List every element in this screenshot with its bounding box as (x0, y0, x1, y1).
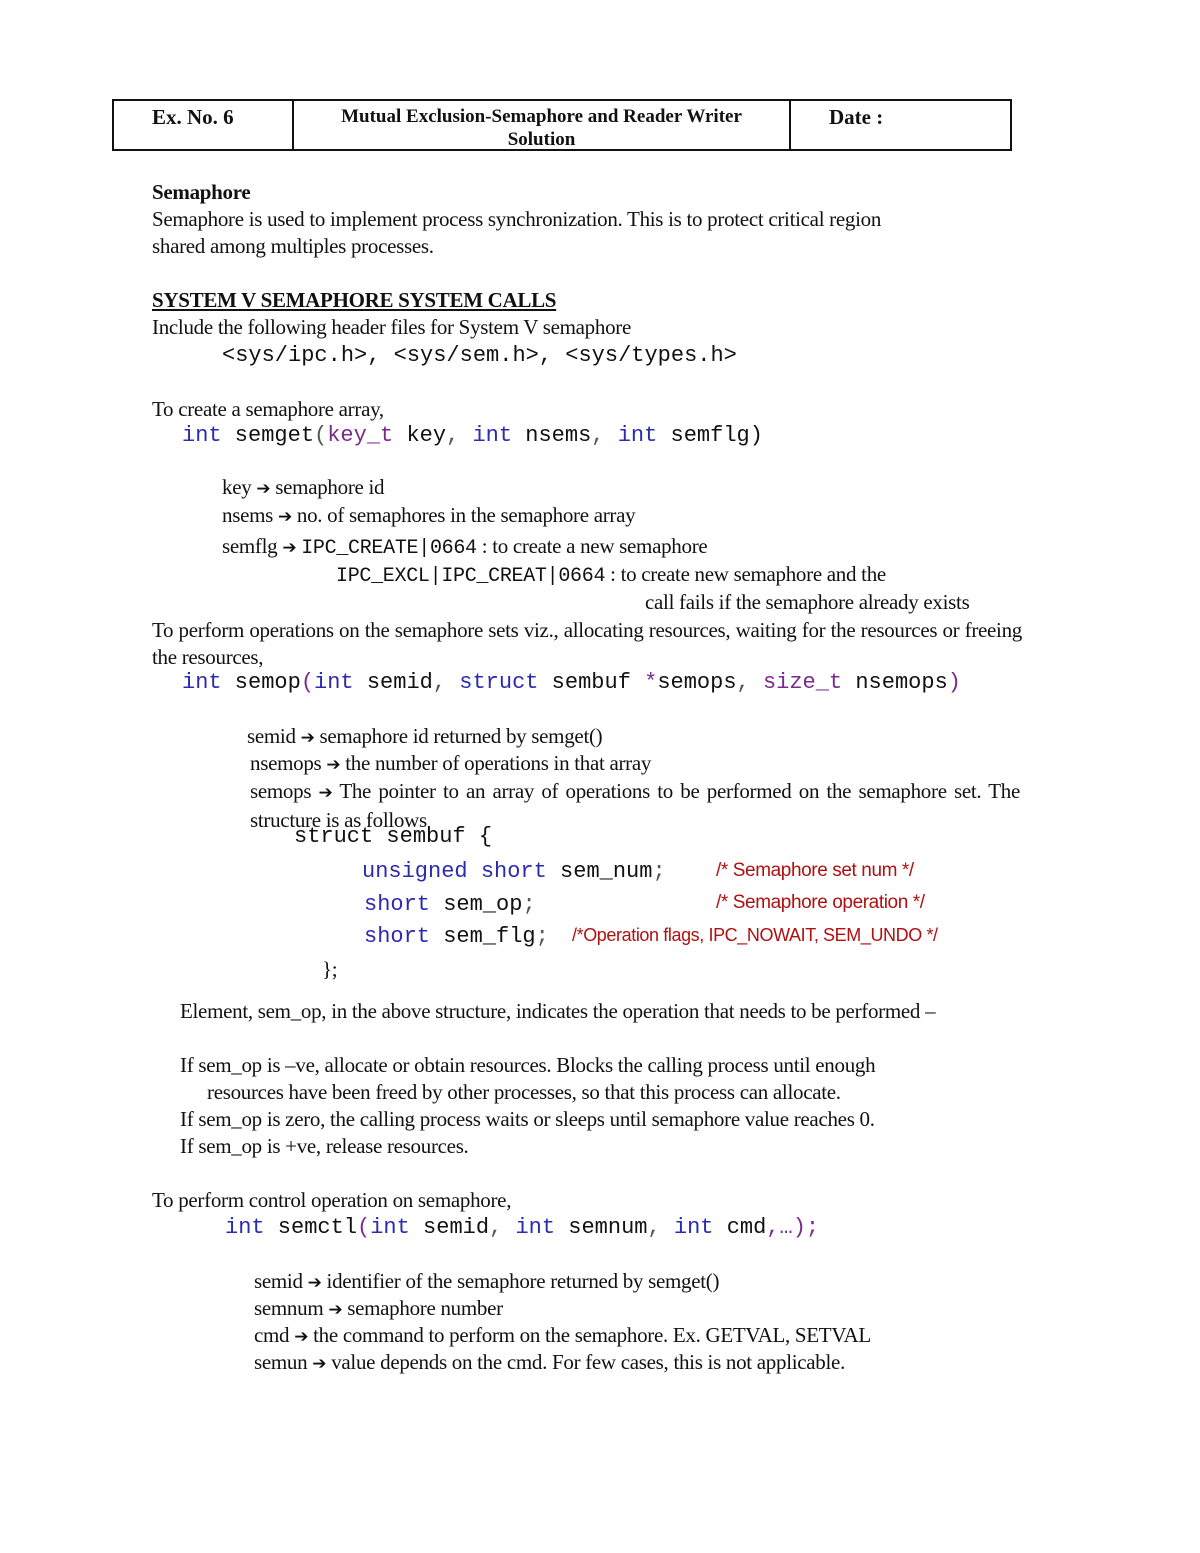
flag-desc: : to create a new semaphore (481, 534, 708, 558)
paren: ( (314, 423, 328, 448)
comma: , (647, 1215, 674, 1240)
param-semnum: semnum (555, 1215, 648, 1240)
param-label: semun (254, 1350, 308, 1374)
arrow-icon: ➔ (256, 479, 271, 499)
arrow-icon: ➔ (300, 728, 315, 748)
semaphore-desc-line1: Semaphore is used to implement process synchronization. This is to protect critical region (152, 207, 882, 231)
sysv-heading: SYSTEM V SEMAPHORE SYSTEM CALLS (152, 288, 557, 312)
param-desc: The pointer to an array of operations to be performed on the semaphore set. The structure is as follows (250, 779, 1020, 832)
sem-op-zero: If sem_op is zero, the calling process waits or sleeps until semaphore value reaches 0. (180, 1107, 875, 1131)
sembuf-close: }; (322, 957, 338, 981)
param-semops: semops (657, 670, 737, 695)
arrow-icon: ➔ (318, 783, 333, 803)
param-label: nsems (222, 503, 274, 527)
semget-intro: To create a semaphore array, (152, 397, 384, 421)
arrow-icon: ➔ (328, 1300, 343, 1320)
param-desc: no. of semaphores in the semaphore array (296, 503, 636, 527)
kw-int: int (182, 423, 222, 448)
semctl-semnum-desc (254, 1296, 503, 1321)
exercise-title-line1: Mutual Exclusion-Semaphore and Reader Writer (341, 106, 742, 127)
param-desc: the number of operations in that array (345, 751, 652, 775)
comma: , (591, 423, 618, 448)
arrow-icon: ➔ (326, 755, 341, 775)
semicolon: ; (535, 924, 549, 949)
semctl-semid-desc (254, 1269, 719, 1294)
sembuf-comment-num: /* Semaphore set num */ (716, 860, 914, 881)
sembuf-field-num (362, 859, 666, 884)
sembuf-open: struct sembuf { (294, 824, 493, 849)
key-desc (222, 475, 384, 500)
sem-op-positive: If sem_op is +ve, release resources. (180, 1134, 469, 1158)
param-desc: value depends on the cmd. For few cases, this is not applicable. (331, 1350, 846, 1374)
param-label: semflg (222, 534, 278, 558)
semicolon: ; (652, 859, 666, 884)
field-name: sem_flg (430, 924, 536, 949)
fn-name: semop (221, 670, 301, 695)
kw-int: int (225, 1215, 265, 1240)
arrow-icon: ➔ (277, 507, 292, 527)
include-text: Include the following header files for System V semaphore (152, 315, 631, 339)
field-type: short (364, 892, 431, 917)
flag2-line2: call fails if the semaphore already exists (645, 590, 970, 614)
param-semid: semid (409, 1215, 490, 1240)
nsems-desc (222, 503, 635, 528)
param-label: semid (247, 724, 296, 748)
arrow-icon: ➔ (282, 538, 297, 558)
param-label: cmd (254, 1323, 290, 1347)
semctl-semun-desc (254, 1350, 845, 1375)
param-label: semnum (254, 1296, 324, 1320)
flag-code: IPC_EXCL|IPC_CREAT|0664 (336, 565, 606, 588)
paren: ) (947, 670, 961, 695)
flag-code: IPC_CREATE|0664 (301, 537, 477, 560)
semaphore-heading: Semaphore (152, 180, 251, 204)
exercise-title (294, 101, 791, 149)
param-label: nsemops (250, 751, 322, 775)
param-nsemops: nsemops (842, 670, 948, 695)
pointer-star: * (644, 670, 658, 695)
semaphore-desc-line2: shared among multiples processes. (152, 234, 434, 258)
type-keyt: key_t (327, 423, 394, 448)
sem-op-negative-line1: If sem_op is –ve, allocate or obtain resources. Blocks the calling process until enough (180, 1053, 876, 1077)
kw-struct: struct (459, 670, 539, 695)
semid-desc (247, 724, 602, 749)
kw-int: int (617, 423, 658, 448)
sem-op-negative-line2: resources have been freed by other processes, so that this process can allocate. (207, 1080, 841, 1104)
comma: , (736, 670, 763, 695)
paren: ( (300, 670, 315, 695)
semctl-signature (225, 1215, 819, 1240)
type-sizet: size_t (762, 670, 843, 695)
sembuf-comment-flg: /*Operation flags, IPC_NOWAIT, SEM_UNDO */ (572, 925, 938, 945)
param-desc: semaphore id returned by semget() (319, 724, 603, 748)
kw-int: int (314, 670, 354, 695)
param-label: semops (250, 779, 312, 803)
element-para: Element, sem_op, in the above structure, indicates the operation that needs to be performed – (180, 999, 936, 1023)
sembuf-comment-op: /* Semaphore operation */ (716, 892, 925, 913)
field-type: unsigned short (362, 859, 547, 884)
kw-int: int (182, 670, 222, 695)
semop-intro: To perform operations on the semaphore sets viz., allocating resources, waiting for the resources or freeing the resources, (152, 618, 1022, 669)
param-label: key (222, 475, 252, 499)
param-desc: semaphore id (275, 475, 385, 499)
flag-desc: : to create new semaphore and the (610, 562, 886, 586)
semflg-desc (222, 534, 707, 560)
semctl-cmd-desc (254, 1323, 871, 1348)
param-cmd: cmd (713, 1215, 767, 1240)
param-key: key (393, 423, 447, 448)
sembuf-field-op (364, 892, 536, 917)
nsemops-desc (250, 751, 651, 776)
arrow-icon: ➔ (307, 1273, 322, 1293)
semctl-intro: To perform control operation on semaphore, (152, 1188, 512, 1212)
date-label: Date : (829, 105, 884, 129)
exercise-title-line2: Solution (507, 129, 576, 150)
semop-signature (182, 670, 961, 695)
kw-int: int (673, 1215, 714, 1240)
param-semflg: semflg) (657, 423, 763, 448)
param-nsems: nsems (512, 423, 592, 448)
sembuf-field-flg (364, 924, 549, 949)
param-desc: identifier of the semaphore returned by semget() (326, 1269, 720, 1293)
fn-name: semctl (264, 1215, 358, 1240)
flag2-line (336, 562, 886, 588)
comma: , (489, 1215, 516, 1240)
field-name: sem_num (546, 859, 653, 884)
param-semid: semid (353, 670, 433, 695)
semicolon: ; (522, 892, 536, 917)
fn-name: semget (221, 423, 315, 448)
paren: ( (357, 1215, 371, 1240)
arrow-icon: ➔ (294, 1327, 309, 1347)
comma: , (446, 423, 473, 448)
exercise-number: Ex. No. 6 (114, 101, 294, 149)
kw-int: int (472, 423, 513, 448)
field-type: short (364, 924, 431, 949)
kw-int: int (515, 1215, 556, 1240)
comma: , (432, 670, 460, 695)
arrow-icon: ➔ (312, 1354, 327, 1374)
param-label: semid (254, 1269, 303, 1293)
kw-int: int (370, 1215, 410, 1240)
param-desc: semaphore number (347, 1296, 503, 1320)
header-table (112, 99, 1012, 151)
field-name: sem_op (430, 892, 523, 917)
type-sembuf: sembuf (538, 670, 645, 695)
semget-signature (182, 423, 763, 448)
varargs: ,…); (766, 1215, 820, 1240)
header-files: <sys/ipc.h>, <sys/sem.h>, <sys/types.h> (222, 343, 737, 368)
param-desc: the command to perform on the semaphore. Ex. GETVAL, SETVAL (313, 1323, 871, 1347)
